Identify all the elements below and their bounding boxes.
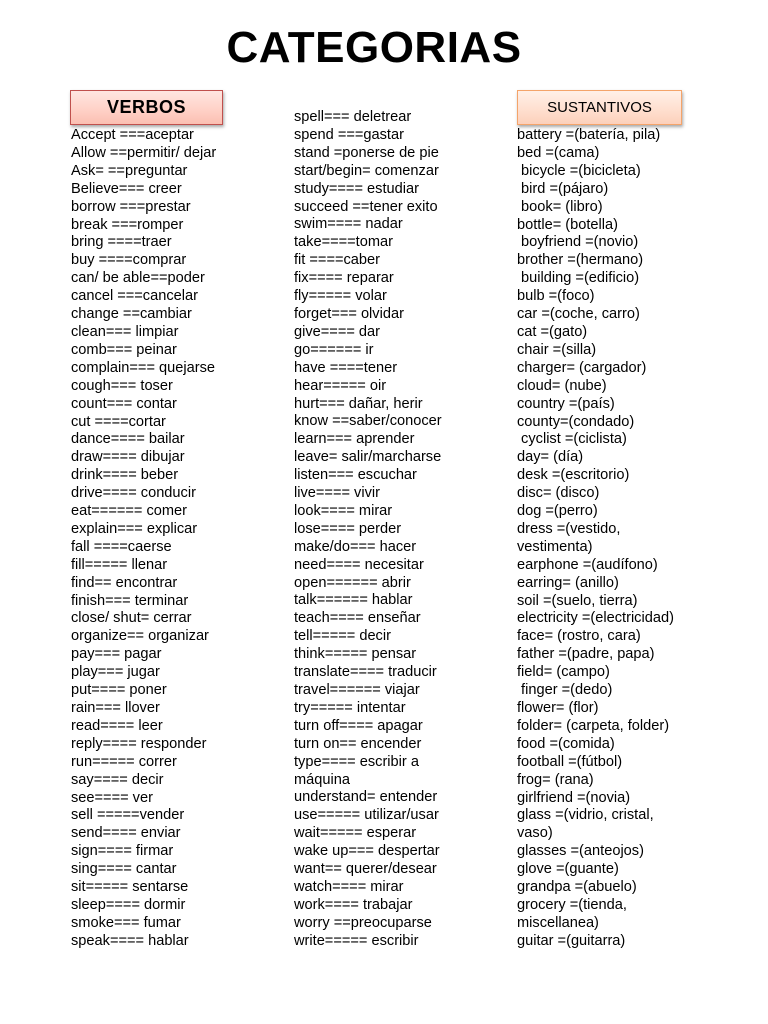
verbs-list-right: [294, 109, 504, 951]
verb-entry: Ask= ==preguntar: [71, 162, 188, 179]
verb-entry: know ==saber/conocer: [294, 413, 442, 430]
noun-entry: food =(comida): [517, 735, 615, 752]
verb-entry: fit ====caber: [294, 252, 381, 269]
verb-entry: swim==== nadar: [294, 216, 403, 233]
noun-entry: dog =(perro): [517, 503, 598, 520]
verb-entry: stand =ponerse de pie: [294, 144, 439, 161]
verb-entry: hear===== oir: [294, 377, 387, 394]
verb-entry: study==== estudiar: [294, 180, 419, 197]
noun-entry: frog= (rana): [517, 771, 594, 788]
sustantivos-header: SUSTANTIVOS: [517, 90, 682, 125]
noun-entry: grocery =(tienda,: [517, 896, 627, 913]
verb-entry: worry ==preocuparse: [294, 914, 432, 931]
verb-entry: tell===== decir: [294, 628, 391, 645]
verb-entry: make/do=== hacer: [294, 538, 417, 555]
verb-entry: change ==cambiar: [71, 306, 192, 323]
noun-entry: grandpa =(abuelo): [517, 879, 637, 896]
verb-entry: eat====== comer: [71, 503, 188, 520]
noun-entry: cyclist =(ciclista): [517, 431, 627, 448]
verb-entry: explain=== explicar: [71, 520, 198, 537]
verb-entry: cut ====cortar: [71, 413, 166, 430]
verb-entry: travel====== viajar: [294, 682, 420, 698]
noun-entry: miscellanea): [517, 914, 599, 931]
verb-entry: go====== ir: [294, 341, 374, 358]
verb-entry: listen=== escuchar: [294, 467, 417, 484]
verb-entry: cancel ===cancelar: [71, 288, 198, 305]
noun-entry: vaso): [517, 825, 553, 842]
verb-entry: close/ shut= cerrar: [71, 610, 192, 627]
verb-entry: read==== leer: [71, 717, 163, 734]
verb-entry: forget=== olvidar: [294, 305, 404, 322]
verb-entry: break ===romper: [71, 216, 184, 233]
verb-entry: talk====== hablar: [294, 592, 413, 609]
verb-entry: sell =====vender: [71, 807, 185, 824]
noun-entry: bulb =(foco): [517, 288, 595, 305]
noun-entry: battery =(batería, pila): [517, 127, 661, 143]
verb-entry: find== encontrar: [71, 574, 178, 591]
nouns-list: [517, 127, 757, 951]
noun-entry: car =(coche, carro): [517, 306, 640, 323]
noun-entry: electricity =(electricidad): [517, 610, 674, 627]
verb-entry: drive==== conducir: [71, 485, 196, 502]
verb-entry: dance==== bailar: [71, 431, 185, 448]
verb-entry: bring ====traer: [71, 234, 172, 251]
verb-entry: count=== contar: [71, 395, 177, 412]
noun-entry: glove =(guante): [517, 861, 619, 878]
noun-entry: brother =(hermano): [517, 252, 644, 269]
verb-entry: smoke=== fumar: [71, 914, 181, 931]
verb-entry: start/begin= comenzar: [294, 162, 439, 179]
verb-entry: see==== ver: [71, 789, 153, 806]
noun-entry: charger= (cargador): [517, 359, 647, 376]
verb-entry: turn on== encender: [294, 735, 422, 752]
verb-entry: lose==== perder: [294, 520, 402, 537]
noun-entry: bird =(pájaro): [517, 180, 609, 197]
noun-entry: bottle= (botella): [517, 216, 619, 233]
verb-entry: rain=== llover: [71, 700, 160, 716]
verb-entry: translate==== traducir: [294, 664, 437, 681]
verb-entry: organize== organizar: [71, 628, 209, 645]
verb-entry: sign==== firmar: [71, 843, 174, 860]
verb-entry: look==== mirar: [294, 502, 393, 519]
verb-entry: sing==== cantar: [71, 861, 177, 878]
verb-entry: understand= entender: [294, 789, 438, 806]
verb-entry: hurt=== dañar, herir: [294, 395, 423, 412]
verb-entry: succeed ==tener exito: [294, 198, 438, 215]
noun-entry: folder= (carpeta, folder): [517, 717, 670, 734]
verb-entry: draw==== dibujar: [71, 449, 185, 466]
verb-entry: clean=== limpiar: [71, 323, 179, 340]
noun-entry: glass =(vidrio, cristal,: [517, 807, 654, 824]
noun-entry: face= (rostro, cara): [517, 628, 641, 645]
noun-entry: bed =(cama): [517, 144, 600, 161]
verb-entry: write===== escribir: [294, 932, 419, 949]
verb-entry: reply==== responder: [71, 735, 207, 752]
verb-entry: spend ===gastar: [294, 126, 404, 143]
verb-entry: fly===== volar: [294, 288, 387, 305]
verb-entry: buy ====comprar: [71, 252, 187, 269]
verb-entry: need==== necesitar: [294, 556, 424, 573]
verb-entry: sit===== sentarse: [71, 879, 189, 896]
verb-entry: máquina: [294, 771, 350, 788]
noun-entry: book= (libro): [517, 198, 603, 215]
verb-entry: learn=== aprender: [294, 431, 415, 448]
page-title: CATEGORIAS: [226, 23, 522, 72]
verb-entry: turn off==== apagar: [294, 717, 423, 734]
noun-entry: glasses =(anteojos): [517, 843, 644, 860]
verb-entry: have ====tener: [294, 359, 398, 376]
verb-entry: open====== abrir: [294, 574, 411, 591]
noun-entry: disc= (disco): [517, 485, 600, 502]
noun-entry: bicycle =(bicicleta): [517, 162, 641, 179]
verbos-header: VERBOS: [70, 90, 223, 125]
verb-entry: try===== intentar: [294, 699, 406, 716]
noun-entry: boyfriend =(novio): [517, 234, 639, 251]
verb-entry: wait===== esperar: [294, 825, 417, 842]
noun-entry: soil =(suelo, tierra): [517, 592, 638, 609]
noun-entry: cloud= (nube): [517, 377, 607, 394]
verb-entry: complain=== quejarse: [71, 359, 216, 376]
verb-entry: type==== escribir a: [294, 753, 419, 770]
noun-entry: desk =(escritorio): [517, 467, 630, 484]
verb-entry: put==== poner: [71, 682, 167, 699]
verb-entry: sleep==== dormir: [71, 896, 186, 913]
noun-entry: building =(edificio): [517, 270, 640, 287]
noun-entry: dress =(vestido,: [517, 520, 621, 537]
verb-entry: comb=== peinar: [71, 341, 177, 358]
verb-entry: wake up=== despertar: [294, 843, 440, 860]
noun-entry: earphone =(audífono): [517, 556, 658, 573]
verb-entry: run===== correr: [71, 753, 177, 770]
verb-entry: pay=== pagar: [71, 646, 162, 663]
verb-entry: fall ====caerse: [71, 538, 172, 555]
noun-entry: guitar =(guitarra): [517, 932, 626, 949]
noun-entry: girlfriend =(novia): [517, 789, 631, 806]
noun-entry: vestimenta): [517, 538, 593, 555]
verb-entry: Accept ===aceptar: [71, 127, 194, 143]
noun-entry: cat =(gato): [517, 323, 588, 340]
verb-entry: watch==== mirar: [294, 878, 404, 895]
verb-entry: want== querer/desear: [294, 861, 437, 878]
noun-entry: chair =(silla): [517, 341, 597, 358]
verb-entry: finish=== terminar: [71, 592, 189, 609]
verb-entry: cough=== toser: [71, 377, 173, 394]
noun-entry: football =(fútbol): [517, 753, 623, 770]
verb-entry: leave= salir/marcharse: [294, 449, 442, 466]
verb-entry: fix==== reparar: [294, 270, 394, 287]
verb-entry: teach==== enseñar: [294, 610, 421, 627]
verb-entry: fill===== llenar: [71, 556, 168, 573]
noun-entry: father =(padre, papa): [517, 646, 655, 663]
verb-entry: take====tomar: [294, 234, 393, 251]
verb-entry: use===== utilizar/usar: [294, 807, 439, 824]
verb-entry: borrow ===prestar: [71, 198, 191, 215]
verb-entry: work==== trabajar: [294, 896, 413, 913]
noun-entry: earring= (anillo): [517, 574, 619, 591]
verb-entry: drink==== beber: [71, 467, 179, 484]
noun-entry: day= (día): [517, 449, 584, 466]
noun-entry: field= (campo): [517, 664, 610, 681]
verb-entry: spell=== deletrear: [294, 109, 412, 125]
noun-entry: county=(condado): [517, 413, 635, 430]
verb-entry: Allow ==permitir/ dejar: [71, 144, 217, 161]
verb-entry: can/ be able==poder: [71, 270, 205, 287]
verb-entry: send==== enviar: [71, 825, 181, 842]
verb-entry: say==== decir: [71, 771, 164, 788]
noun-entry: finger =(dedo): [517, 682, 613, 699]
verbs-list-left: [71, 127, 286, 951]
verb-entry: speak==== hablar: [71, 932, 189, 949]
noun-entry: country =(país): [517, 395, 615, 412]
verb-entry: live==== vivir: [294, 485, 380, 502]
verb-entry: think===== pensar: [294, 646, 417, 663]
noun-entry: flower= (flor): [517, 700, 599, 716]
verb-entry: play=== jugar: [71, 664, 160, 681]
verb-entry: Believe=== creer: [71, 180, 182, 197]
verb-entry: give==== dar: [294, 323, 381, 340]
